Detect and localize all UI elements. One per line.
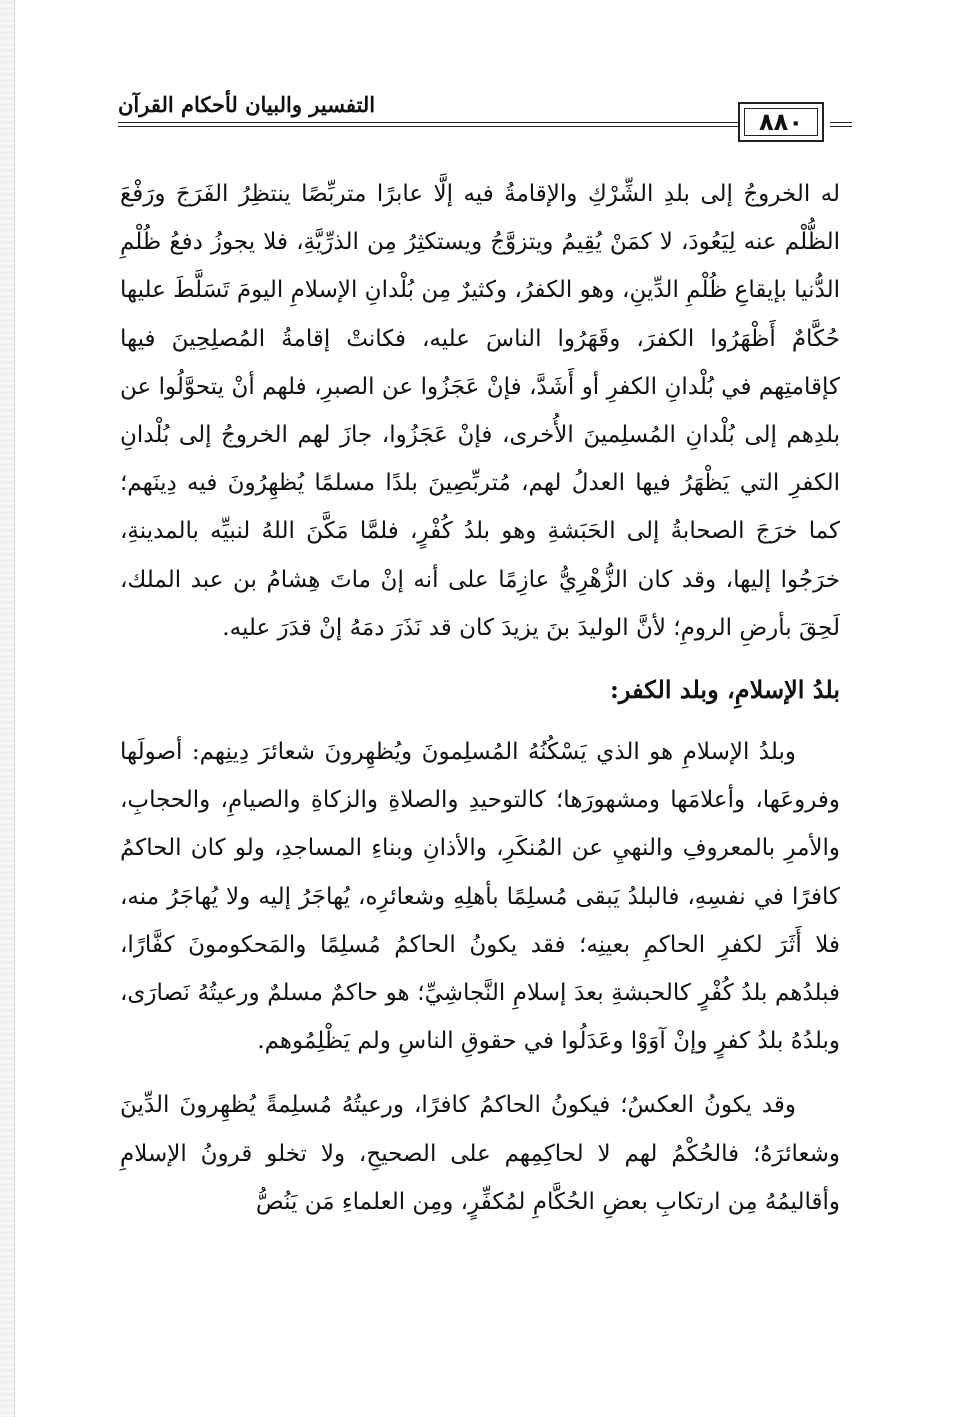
header-rule — [118, 122, 738, 123]
body-paragraph: وبلدُ الإسلامِ هو الذي يَسْكُنُهُ المُسلِمونَ ويُظهِرونَ شعائرَ دِينِهم: أصولَها وفروعَها، وأعلامَها ومشهورَها؛ كالتوحيدِ والصلاةِ والزكاةِ والصيامِ، والحجابِ، والأمرِ بالمعروفِ والنهيِ عن المُنكَرِ، والأذانِ وبناءِ المساجدِ، ولو كان الحاكمُ كافرًا في نفسِهِ، فالبلدُ يَبقى مُسلِمًا بأهلِهِ وشعائرِه، يُهاجَرُ إليه ولا يُهاجَرُ منه، فلا أَثَرَ لكفرِ الحاكمِ بعينِه؛ فقد يكونُ الحاكمُ مُسلِمًا والمَحكومونَ كفَّارًا، فبلدُهم بلدُ كُفْرٍ كالحبشةِ بعدَ إسلامِ النَّجاشِيِّ؛ هو حاكمٌ مسلمٌ ورعيتُهُ نَصارَى، وبلدُهُ بلدُ كفرٍ وإنْ آوَوْا وعَدَلُوا في حقوقِ الناسِ ولم يَظْلِمُوهم. — [120, 739, 840, 1055]
page-edge-shadow — [0, 0, 15, 1417]
page-number: ٨٨٠ — [759, 108, 803, 136]
header-rule — [118, 126, 738, 127]
page-number-frame — [738, 102, 824, 142]
page-header — [118, 92, 834, 158]
section-heading: بلدُ الإسلامِ، وبلد الكفر: — [610, 675, 840, 705]
book-title: التفسير والبيان لأحكام القرآن — [118, 92, 376, 117]
body-paragraph: وقد يكونُ العكسُ؛ فيكونُ الحاكمُ كافرًا، ورعيتُهُ مُسلِمةً يُظهِرونَ الدِّينَ وشعائرَهُ؛ فالحُكْمُ لهم لا لحاكِمِهم على الصحيحِ، ولا تخلو قرونُ الإسلامِ وأقاليمُهُ مِن ارتكابِ بعضِ الحُكَّامِ لمُكفِّرٍ، ومِن العلماءِ مَن يَنُصُّ — [120, 1092, 840, 1215]
header-rule — [830, 126, 852, 127]
page-body — [120, 170, 840, 1226]
body-paragraph: له الخروجُ إلى بلدِ الشِّرْكِ والإقامةُ فيه إلَّا عابرًا متربِّصًا ينتظِرُ الفَرَجَ ورَفْعَ الظُّلْم عنه لِيَعُودَ، لا كمَنْ يُقِيمُ ويتزوَّجُ ويستكثِرُ مِن الذرِّيَّةِ، فلا يجوزُ دفعُ ظُلْمِ الدُّنيا بإيقاعِ ظُلْمِ الدِّينِ، وهو الكفرُ، وكثيرٌ مِن بُلْدانِ الإسلامِ اليومَ تَسَلَّطَ عليها حُكَّامٌ أَظْهَرُوا الكفرَ، وقَهَرُوا الناسَ عليه، فكانتْ إقامةُ المُصلِحِينَ فيها كإقامتِهم في بُلْدانِ الكفرِ أو أَشَدَّ، فإنْ عَجَزُوا عن الصبرِ، فلهم أنْ يتحوَّلُوا عن بلدِهم إلى بُلْدانِ المُسلِمينَ الأُخرى، فإنْ عَجَزُوا، جازَ لهم الخروجُ إلى بُلْدانِ الكفرِ التي يَظْهَرُ فيها العدلُ لهم، مُتربِّصِينَ بلدًا مسلمًا يُظهِرُونَ فيه دِينَهم؛ كما خرَجَ الصحابةُ إلى الحَبَشةِ وهو بلدُ كُفْرٍ، فلمَّا مَكَّنَ اللهُ لنبيِّه بالمدينةِ، خرَجُوا إليها، وقد كان الزُّهْرِيُّ عازِمًا على أنه إنْ ماتَ هِشامُ بن عبد الملك، لَحِقَ بأرضِ الرومِ؛ لأنَّ الوليدَ بنَ يزيدَ كان قد نَذَرَ دمَهُ إنْ قدَرَ عليه. — [119, 181, 840, 641]
header-rule — [830, 122, 852, 123]
